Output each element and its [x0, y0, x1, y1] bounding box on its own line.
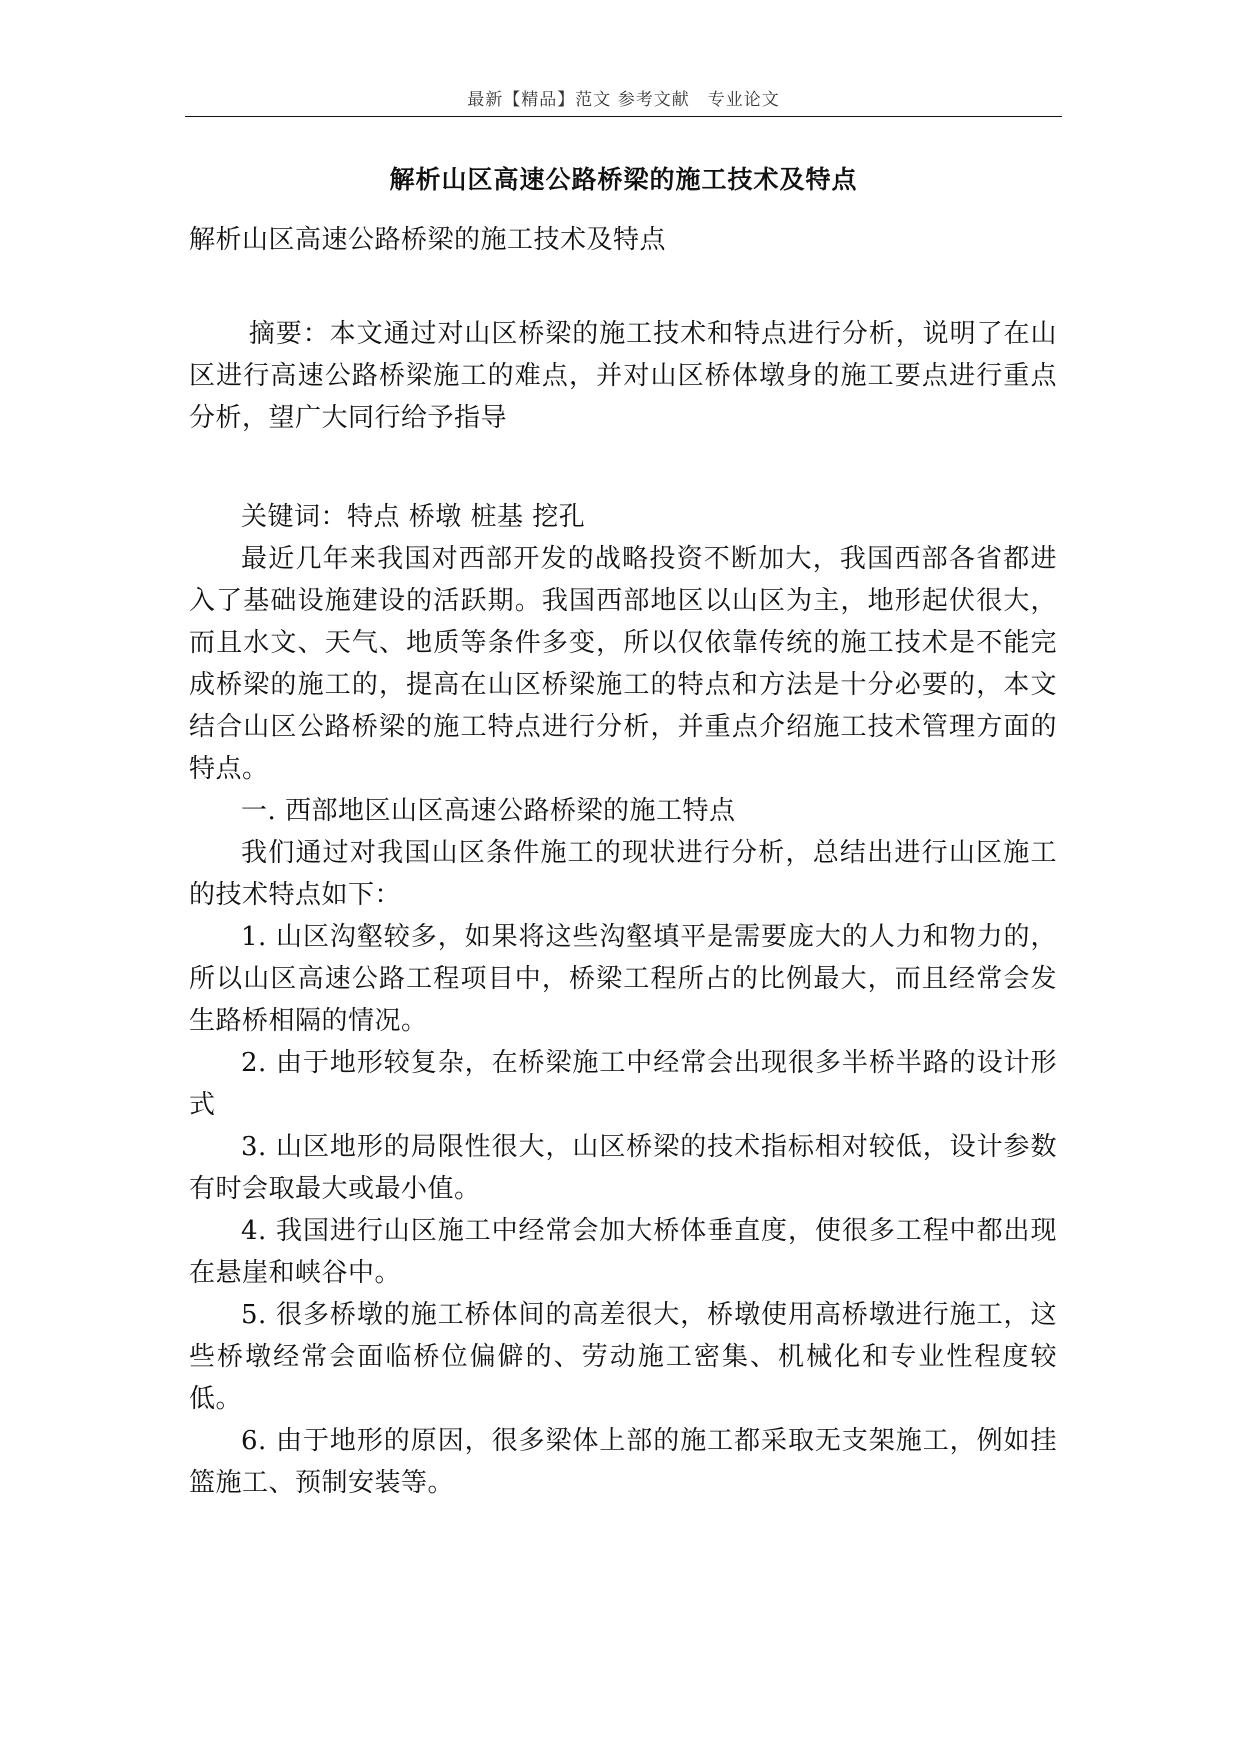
keywords-line: 关键词：特点 桥墩 桩基 挖孔: [241, 502, 586, 532]
abstract-paragraph: 摘要：本文通过对山区桥梁的施工技术和特点进行分析，说明了在山区进行高速公路桥梁施工的难点，并对山区桥体墩身的施工要点进行重点分析，望广大同行给予指导: [189, 319, 1057, 433]
document-body: [189, 219, 1057, 1504]
list-item: 2. 由于地形较复杂，在桥梁施工中经常会出现很多半桥半路的设计形式: [189, 1048, 1057, 1120]
list-item: 3. 山区地形的局限性很大，山区桥梁的技术指标相对较低，设计参数有时会取最大或最小值。: [189, 1132, 1057, 1204]
header-divider: [185, 116, 1062, 117]
list-item: 5. 很多桥墩的施工桥体间的高差很大，桥墩使用高桥墩进行施工，这些桥墩经常会面临桥位偏僻的、劳动施工密集、机械化和专业性程度较低。: [189, 1300, 1057, 1414]
list-item: 6. 由于地形的原因，很多梁体上部的施工都采取无支架施工，例如挂篮施工、预制安装等。: [189, 1426, 1057, 1498]
section-heading: 一. 西部地区山区高速公路桥梁的施工特点: [241, 796, 736, 826]
page-header: 最新【精品】范文 参考文献 专业论文: [467, 90, 780, 110]
list-item: 1. 山区沟壑较多，如果将这些沟壑填平是需要庞大的人力和物力的，所以山区高速公路工程项目中，桥梁工程所占的比例最大，而且经常会发生路桥相隔的情况。: [189, 922, 1057, 1036]
body-paragraph: 最近几年来我国对西部开发的战略投资不断加大，我国西部各省都进入了基础设施建设的活跃期。我国西部地区以山区为主，地形起伏很大，而且水文、天气、地质等条件多变，所以仅依靠传统的施工技术是不能完成桥梁的施工的，提高在山区桥梁施工的特点和方法是十分必要的，本文结合山区公路桥梁的施工特点进行分析，并重点介绍施工技术管理方面的特点。: [189, 544, 1057, 784]
document-title: 解析山区高速公路桥梁的施工技术及特点: [389, 165, 858, 194]
body-paragraph: 我们通过对我国山区条件施工的现状进行分析，总结出进行山区施工的技术特点如下：: [189, 838, 1057, 910]
document-subtitle: 解析山区高速公路桥梁的施工技术及特点: [189, 225, 667, 255]
list-item: 4. 我国进行山区施工中经常会加大桥体垂直度，使很多工程中都出现在悬崖和峡谷中。: [189, 1216, 1057, 1288]
